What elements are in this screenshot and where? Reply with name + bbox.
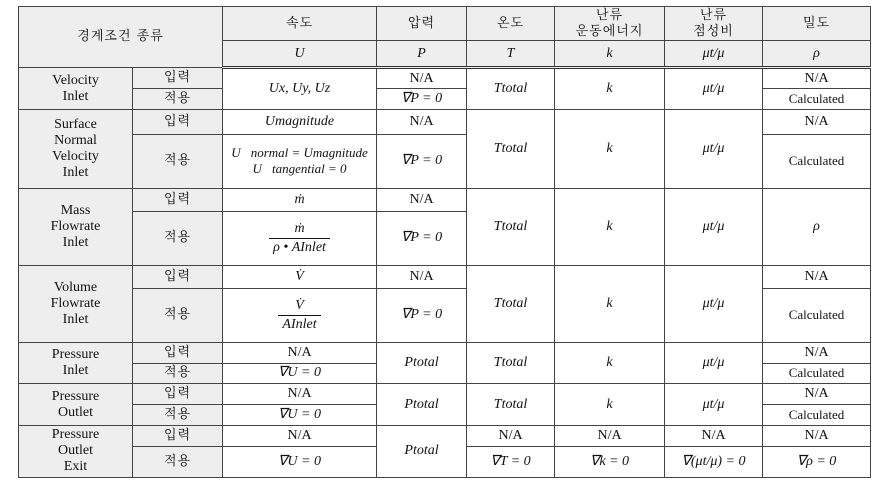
cell-temperature: Ttotal bbox=[467, 109, 555, 188]
cell-velocity: N/A bbox=[223, 425, 377, 446]
symbol-pressure: P bbox=[377, 41, 467, 68]
row-label-input: 입력 bbox=[133, 109, 223, 134]
row-type-surface-normal-velocity-inlet: Surface Normal Velocity Inlet bbox=[19, 109, 133, 188]
mass-flow-fraction bbox=[269, 220, 330, 257]
cell-density: ∇ρ = 0 bbox=[763, 446, 871, 477]
symbol-turbulent-viscosity: μt/μ bbox=[665, 41, 763, 68]
cell-turbulent-ke: N/A bbox=[555, 425, 665, 446]
cell-pressure: N/A bbox=[377, 188, 467, 211]
cell-turbulent-ke: k bbox=[555, 384, 665, 426]
row-label-applied: 적용 bbox=[133, 211, 223, 265]
velocity-normal-expr: U⃗normal = Umagnitude bbox=[231, 145, 368, 161]
symbol-density: ρ bbox=[763, 41, 871, 68]
cell-temperature: Ttotal bbox=[467, 342, 555, 384]
cell-density: Calculated bbox=[763, 134, 871, 188]
cell-density: N/A bbox=[763, 425, 871, 446]
row-type-pressure-outlet: Pressure Outlet bbox=[19, 384, 133, 426]
row-type-pressure-outlet-exit: Pressure Outlet Exit bbox=[19, 425, 133, 477]
cell-velocity: ∇U = 0 bbox=[223, 363, 377, 384]
header-velocity: 속도 bbox=[223, 7, 377, 41]
row-type-mass-flowrate-inlet: Mass Flowrate Inlet bbox=[19, 188, 133, 265]
cell-temperature: Ttotal bbox=[467, 384, 555, 426]
cell-turbulent-ke: k bbox=[555, 342, 665, 384]
row-label-applied: 적용 bbox=[133, 288, 223, 342]
cell-turbulent-viscosity: N/A bbox=[665, 425, 763, 446]
cell-density: N/A bbox=[763, 68, 871, 89]
cell-velocity: V̇ bbox=[223, 265, 377, 288]
cell-density: Calculated bbox=[763, 288, 871, 342]
cell-turbulent-viscosity: μt/μ bbox=[665, 68, 763, 110]
header-turbulent-viscosity: 난류 점성비 bbox=[665, 7, 763, 41]
row-type-volume-flowrate-inlet: Volume Flowrate Inlet bbox=[19, 265, 133, 342]
row-label-applied: 적용 bbox=[133, 446, 223, 477]
row-label-applied: 적용 bbox=[133, 134, 223, 188]
cell-pressure: N/A bbox=[377, 109, 467, 134]
cell-pressure: ∇P = 0 bbox=[377, 134, 467, 188]
cell-temperature: N/A bbox=[467, 425, 555, 446]
row-type-pressure-inlet: Pressure Inlet bbox=[19, 342, 133, 384]
row-label-applied: 적용 bbox=[133, 89, 223, 110]
header-temperature: 온도 bbox=[467, 7, 555, 41]
cell-density: N/A bbox=[763, 265, 871, 288]
cell-density: Calculated bbox=[763, 89, 871, 110]
cell-velocity bbox=[223, 211, 377, 265]
cell-turbulent-ke: k bbox=[555, 109, 665, 188]
cell-velocity bbox=[223, 134, 377, 188]
row-label-input: 입력 bbox=[133, 265, 223, 288]
cell-velocity: ṁ bbox=[223, 188, 377, 211]
header-density: 밀도 bbox=[763, 7, 871, 41]
cell-turbulent-ke: k bbox=[555, 68, 665, 110]
cell-turbulent-viscosity: μt/μ bbox=[665, 188, 763, 265]
cell-turbulent-viscosity: μt/μ bbox=[665, 384, 763, 426]
header-pressure: 압력 bbox=[377, 7, 467, 41]
symbol-turbulent-ke: k bbox=[555, 41, 665, 68]
cell-velocity: N/A bbox=[223, 384, 377, 405]
volume-flow-fraction bbox=[278, 297, 320, 334]
cell-turbulent-ke: k bbox=[555, 188, 665, 265]
cell-pressure: N/A bbox=[377, 265, 467, 288]
row-label-input: 입력 bbox=[133, 188, 223, 211]
row-label-input: 입력 bbox=[133, 342, 223, 363]
cell-pressure: ∇P = 0 bbox=[377, 89, 467, 110]
row-label-input: 입력 bbox=[133, 68, 223, 89]
cell-turbulent-viscosity: μt/μ bbox=[665, 265, 763, 342]
symbol-temperature: T bbox=[467, 41, 555, 68]
row-type-velocity-inlet: Velocity Inlet bbox=[19, 68, 133, 110]
cell-velocity bbox=[223, 288, 377, 342]
row-label-applied: 적용 bbox=[133, 405, 223, 426]
cell-pressure: ∇P = 0 bbox=[377, 288, 467, 342]
row-label-input: 입력 bbox=[133, 384, 223, 405]
cell-turbulent-ke: k bbox=[555, 265, 665, 342]
cell-pressure: Ptotal bbox=[377, 342, 467, 384]
fraction-denominator: AInlet bbox=[282, 316, 317, 332]
cell-velocity: Umagnitude bbox=[223, 109, 377, 134]
cell-density: Calculated bbox=[763, 405, 871, 426]
symbol-velocity: U bbox=[223, 41, 377, 68]
fraction-numerator: ṁ bbox=[269, 220, 330, 239]
cell-temperature: ∇T = 0 bbox=[467, 446, 555, 477]
cell-turbulent-viscosity: ∇(μt/μ) = 0 bbox=[665, 446, 763, 477]
cell-temperature: Ttotal bbox=[467, 265, 555, 342]
cell-density: N/A bbox=[763, 342, 871, 363]
fraction-denominator: ρ • AInlet bbox=[273, 239, 326, 255]
header-type: 경계조건 종류 bbox=[19, 7, 223, 68]
fraction-numerator: V̇ bbox=[278, 297, 320, 316]
cell-turbulent-viscosity: μt/μ bbox=[665, 342, 763, 384]
cell-turbulent-ke: ∇k = 0 bbox=[555, 446, 665, 477]
cell-velocity: ∇U = 0 bbox=[223, 446, 377, 477]
cell-pressure: ∇P = 0 bbox=[377, 211, 467, 265]
cell-pressure: Ptotal bbox=[377, 384, 467, 426]
cell-pressure: N/A bbox=[377, 68, 467, 89]
row-label-applied: 적용 bbox=[133, 363, 223, 384]
header-turbulent-ke: 난류 운동에너지 bbox=[555, 7, 665, 41]
cell-pressure: Ptotal bbox=[377, 425, 467, 477]
row-label-input: 입력 bbox=[133, 425, 223, 446]
cell-velocity: Ux, Uy, Uz bbox=[223, 68, 377, 110]
cell-temperature: Ttotal bbox=[467, 68, 555, 110]
cell-density: Calculated bbox=[763, 363, 871, 384]
cell-density: ρ bbox=[763, 188, 871, 265]
cell-velocity: N/A bbox=[223, 342, 377, 363]
velocity-tangential-expr: U⃗tangential = 0 bbox=[252, 161, 347, 177]
cell-velocity: ∇U = 0 bbox=[223, 405, 377, 426]
cell-turbulent-viscosity: μt/μ bbox=[665, 109, 763, 188]
boundary-condition-table bbox=[18, 6, 871, 478]
cell-temperature: Ttotal bbox=[467, 188, 555, 265]
cell-density: N/A bbox=[763, 384, 871, 405]
cell-density: N/A bbox=[763, 109, 871, 134]
